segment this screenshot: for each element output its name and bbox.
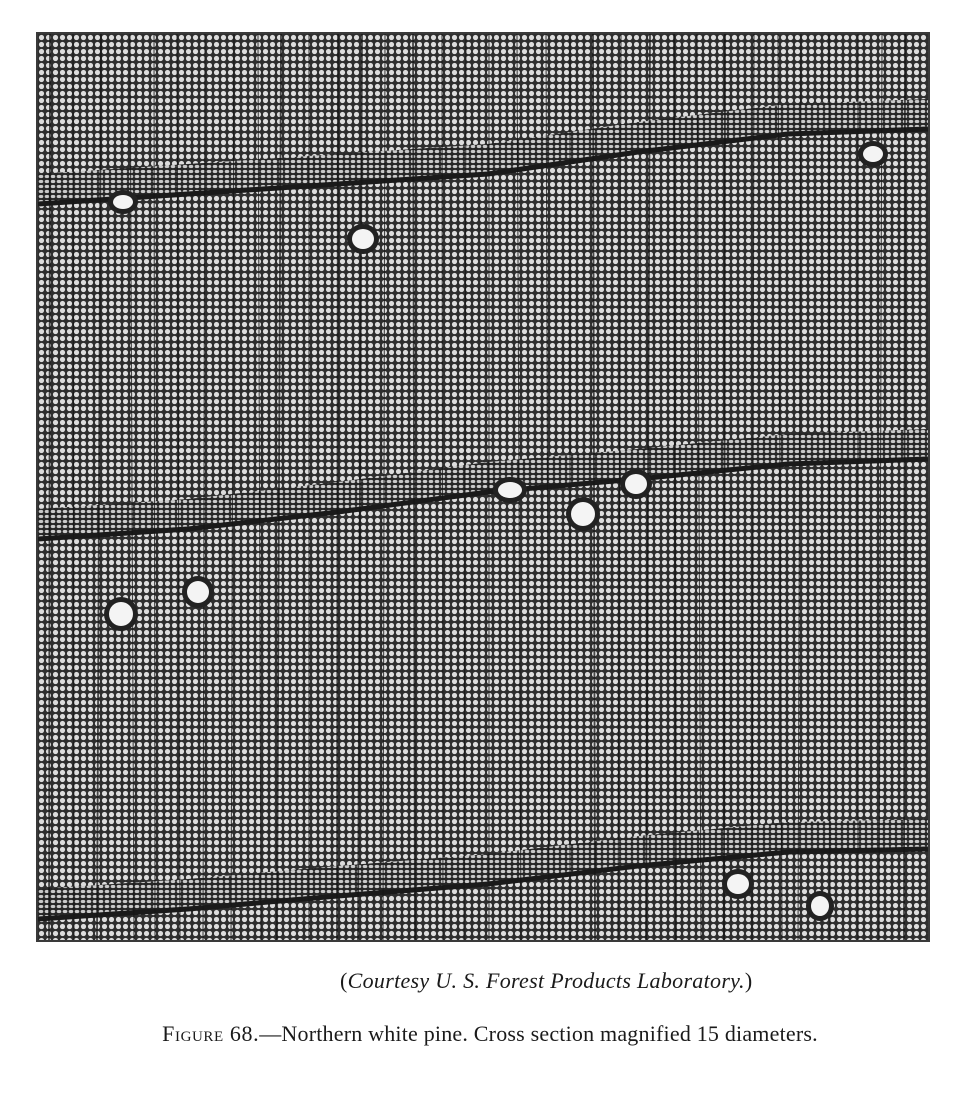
figure-caption	[90, 1018, 890, 1049]
wood-ray	[904, 34, 905, 940]
resin-duct	[498, 482, 522, 498]
resin-duct	[811, 896, 829, 916]
courtesy-text: Courtesy U. S. Forest Products Laboratory.	[347, 968, 745, 993]
resin-duct	[187, 581, 209, 603]
courtesy-open-paren: (	[340, 968, 348, 993]
wood-ray	[724, 34, 725, 940]
resin-duct	[863, 146, 883, 162]
micrograph-plate	[36, 32, 930, 942]
caption-text: —Northern white pine. Cross section magnified 15 diameters.	[259, 1021, 818, 1046]
courtesy-close-paren: )	[744, 968, 753, 993]
resin-duct	[109, 602, 133, 626]
figure-label: Figure 68.	[162, 1021, 260, 1046]
wood-cross-section-micrograph	[38, 34, 928, 940]
wood-ray	[337, 34, 338, 940]
courtesy-credit	[340, 968, 900, 994]
wood-ray	[49, 34, 50, 940]
resin-duct	[113, 195, 133, 209]
resin-duct	[625, 474, 647, 494]
resin-duct	[352, 229, 374, 249]
resin-duct	[571, 502, 595, 526]
resin-duct	[727, 874, 749, 894]
